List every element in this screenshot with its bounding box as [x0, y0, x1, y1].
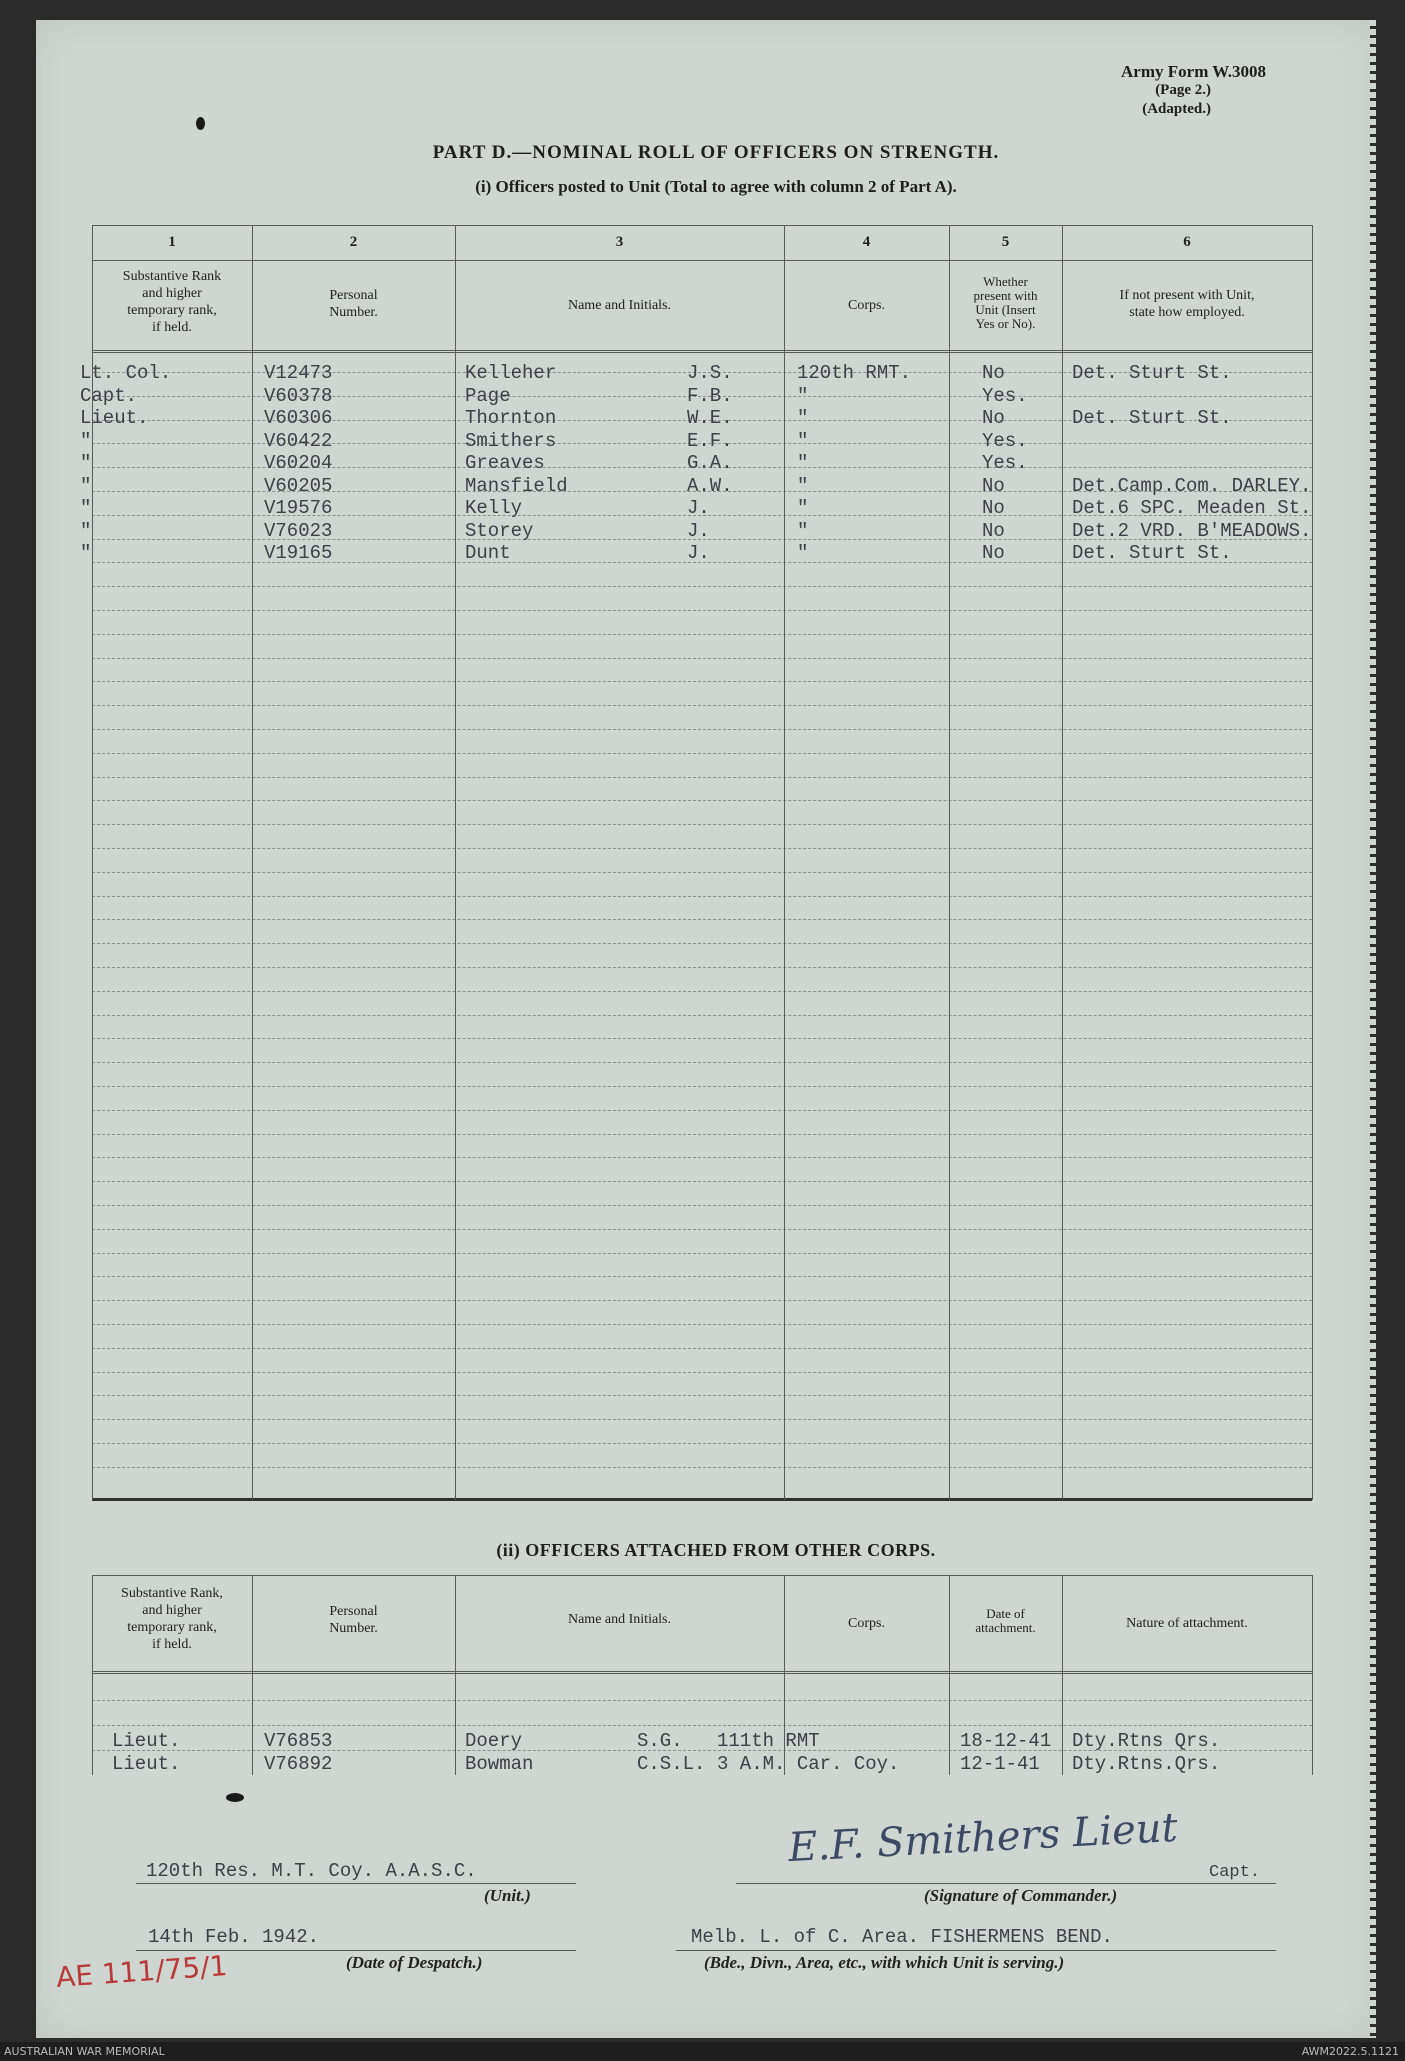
form-sheet	[36, 20, 1376, 2038]
row-7-initials: J.	[687, 497, 710, 519]
row-1-employment: Det. Sturt St.	[1072, 362, 1232, 384]
row-7-personal-number: V19576	[264, 497, 333, 519]
archive-bar	[0, 2042, 1405, 2061]
row-5-personal-number: V60204	[264, 452, 333, 474]
header-name: Name and Initials.	[567, 1612, 672, 1627]
officers-posted-table	[80, 225, 1312, 1501]
row-6-rank: "	[80, 474, 92, 497]
row-2-nature: Dty.Rtns.Qrs.	[1072, 1753, 1221, 1775]
part-ii-title: (ii) OFFICERS ATTACHED FROM OTHER CORPS.	[496, 1540, 936, 1560]
row-8-personal-number: V76023	[264, 519, 333, 542]
row-5-present: Yes.	[982, 452, 1028, 474]
despatch-caption: (Date of Despatch.)	[346, 1953, 483, 1972]
row-5-initials: G.A.	[687, 452, 733, 474]
header-nature: Nature of attachment.	[1126, 1616, 1248, 1631]
header-corps: Corps.	[848, 298, 885, 313]
row-1-personal-number: V76853	[264, 1730, 333, 1752]
header-rank: Substantive Rank, and higher temporary rank, if held.	[121, 1586, 223, 1652]
row-2-personal-number: V60378	[264, 384, 333, 407]
row-1-date-attachment: 18-12-41	[960, 1730, 1052, 1752]
row-2-corps: 3 A.M. Car. Coy.	[717, 1753, 900, 1775]
form-name: Army Form W.3008	[1121, 62, 1266, 81]
row-9-employment: Det. Sturt St.	[1072, 542, 1232, 564]
archive-reference: AWM2022.5.1121	[1301, 2045, 1399, 2058]
row-8-name: Storey	[465, 519, 534, 542]
row-1-name: Kelleher	[465, 362, 557, 384]
row-5-corps: "	[797, 452, 809, 474]
row-1-rank: Lieut.	[112, 1730, 181, 1752]
row-2-present: Yes.	[982, 384, 1028, 407]
row-6-present: No	[982, 474, 1005, 497]
ink-mark	[196, 117, 205, 130]
row-3-initials: W.E.	[687, 407, 733, 429]
part-d-title: PART D.—NOMINAL ROLL OF OFFICERS ON STRENGTH.	[432, 142, 1000, 163]
row-2-rank: Lieut.	[112, 1753, 181, 1775]
part-d-subtitle: (i) Officers posted to Unit (Total to agree with column 2 of Part A).	[475, 177, 957, 196]
row-1-initials: S.G.	[637, 1730, 683, 1752]
row-2-name: Bowman	[465, 1753, 534, 1775]
row-7-rank: "	[80, 497, 92, 519]
row-1-rank: Lt. Col.	[80, 362, 172, 384]
row-4-name: Smithers	[465, 429, 557, 452]
row-1-nature: Dty.Rtns Qrs.	[1072, 1730, 1221, 1752]
row-4-rank: "	[80, 429, 92, 452]
row-3-present: No	[982, 407, 1005, 429]
form-page: (Page 2.)	[1155, 82, 1211, 98]
row-1-present: No	[982, 362, 1005, 384]
row-7-corps: "	[797, 497, 809, 519]
row-6-corps: "	[797, 474, 809, 497]
form-identifier	[1121, 62, 1266, 119]
column-number-6: 6	[1183, 234, 1191, 250]
row-4-present: Yes.	[982, 429, 1028, 452]
row-9-name: Dunt	[465, 542, 511, 564]
row-8-rank: "	[80, 519, 92, 542]
signature-rank: Capt.	[1209, 1863, 1261, 1882]
header-personal-number: Personal Number.	[329, 1604, 378, 1636]
area-caption: (Bde., Divn., Area, etc., with which Unit is serving.)	[704, 1953, 1065, 1972]
row-8-employment: Det.2 VRD. B'MEADOWS.	[1072, 519, 1312, 542]
row-9-corps: "	[797, 542, 809, 564]
row-2-name: Page	[465, 384, 511, 407]
header-corps: Corps.	[848, 1616, 885, 1631]
row-1-corps: 120th RMT.	[797, 362, 912, 384]
perforated-edge	[1370, 20, 1376, 2038]
row-9-rank: "	[80, 542, 92, 564]
column-number-4: 4	[862, 234, 871, 250]
row-7-name: Kelly	[465, 497, 523, 519]
area-value: Melb. L. of C. Area. FISHERMENS BEND.	[691, 1926, 1113, 1948]
row-1-name: Doery	[465, 1730, 523, 1752]
signature-caption: (Signature of Commander.)	[924, 1886, 1118, 1905]
header-name: Name and Initials.	[567, 298, 672, 313]
row-2-initials: F.B.	[687, 384, 733, 407]
row-6-personal-number: V60205	[264, 474, 333, 497]
red-reference-note: AE 111/75/1	[55, 1949, 229, 1994]
archive-name: AUSTRALIAN WAR MEMORIAL	[4, 2045, 165, 2058]
row-9-present: No	[982, 542, 1005, 564]
header-personal-number: Personal Number.	[329, 288, 378, 320]
row-4-initials: E.F.	[687, 429, 733, 452]
row-3-employment: Det. Sturt St.	[1072, 407, 1232, 429]
row-3-rank: Lieut.	[80, 407, 149, 429]
row-6-initials: A.W.	[687, 474, 733, 497]
unit-caption: (Unit.)	[484, 1886, 531, 1905]
row-2-corps: "	[797, 384, 809, 407]
header-employed: If not present with Unit, state how employed.	[1119, 288, 1255, 320]
row-2-personal-number: V76892	[264, 1753, 333, 1775]
header-rank: Substantive Rank and higher temporary rank, if held.	[122, 269, 222, 335]
row-4-corps: "	[797, 429, 809, 452]
row-2-rank: Capt.	[80, 384, 138, 407]
row-1-corps: 111th RMT	[717, 1730, 820, 1752]
row-7-present: No	[982, 497, 1005, 519]
row-7-employment: Det.6 SPC. Meaden St.	[1072, 497, 1312, 519]
form-adapted: (Adapted.)	[1142, 101, 1211, 117]
row-1-personal-number: V12473	[264, 362, 333, 384]
row-3-corps: "	[797, 407, 809, 429]
row-8-initials: J.	[687, 519, 710, 542]
row-1-initials: J.S.	[687, 362, 733, 384]
row-5-name: Greaves	[465, 452, 545, 474]
row-2-initials: C.S.L.	[637, 1753, 706, 1775]
row-9-initials: J.	[687, 542, 710, 564]
ink-mark	[226, 1793, 244, 1802]
unit-value: 120th Res. M.T. Coy. A.A.S.C.	[146, 1860, 477, 1882]
officers-attached-table	[92, 1575, 1312, 1780]
column-number-1: 1	[168, 234, 176, 250]
header-present: Whether present with Unit (Insert Yes or No).	[973, 274, 1038, 331]
commander-signature: E.F. Smithers Lieut	[787, 1804, 1179, 1872]
row-6-employment: Det.Camp.Com. DARLEY.	[1072, 474, 1312, 497]
row-6-name: Mansfield	[465, 474, 568, 497]
despatch-date-value: 14th Feb. 1942.	[148, 1926, 320, 1948]
column-number-2: 2	[349, 234, 358, 250]
row-5-rank: "	[80, 452, 92, 474]
row-2-date-attachment: 12-1-41	[960, 1753, 1040, 1775]
header-date-attachment: Date of attachment.	[975, 1606, 1036, 1635]
row-8-corps: "	[797, 519, 809, 542]
column-number-5: 5	[1001, 234, 1010, 250]
row-9-personal-number: V19165	[264, 542, 333, 564]
row-8-present: No	[982, 519, 1005, 542]
row-4-personal-number: V60422	[264, 429, 333, 452]
column-number-3: 3	[615, 234, 624, 250]
row-3-personal-number: V60306	[264, 407, 333, 429]
row-3-name: Thornton	[465, 407, 557, 429]
